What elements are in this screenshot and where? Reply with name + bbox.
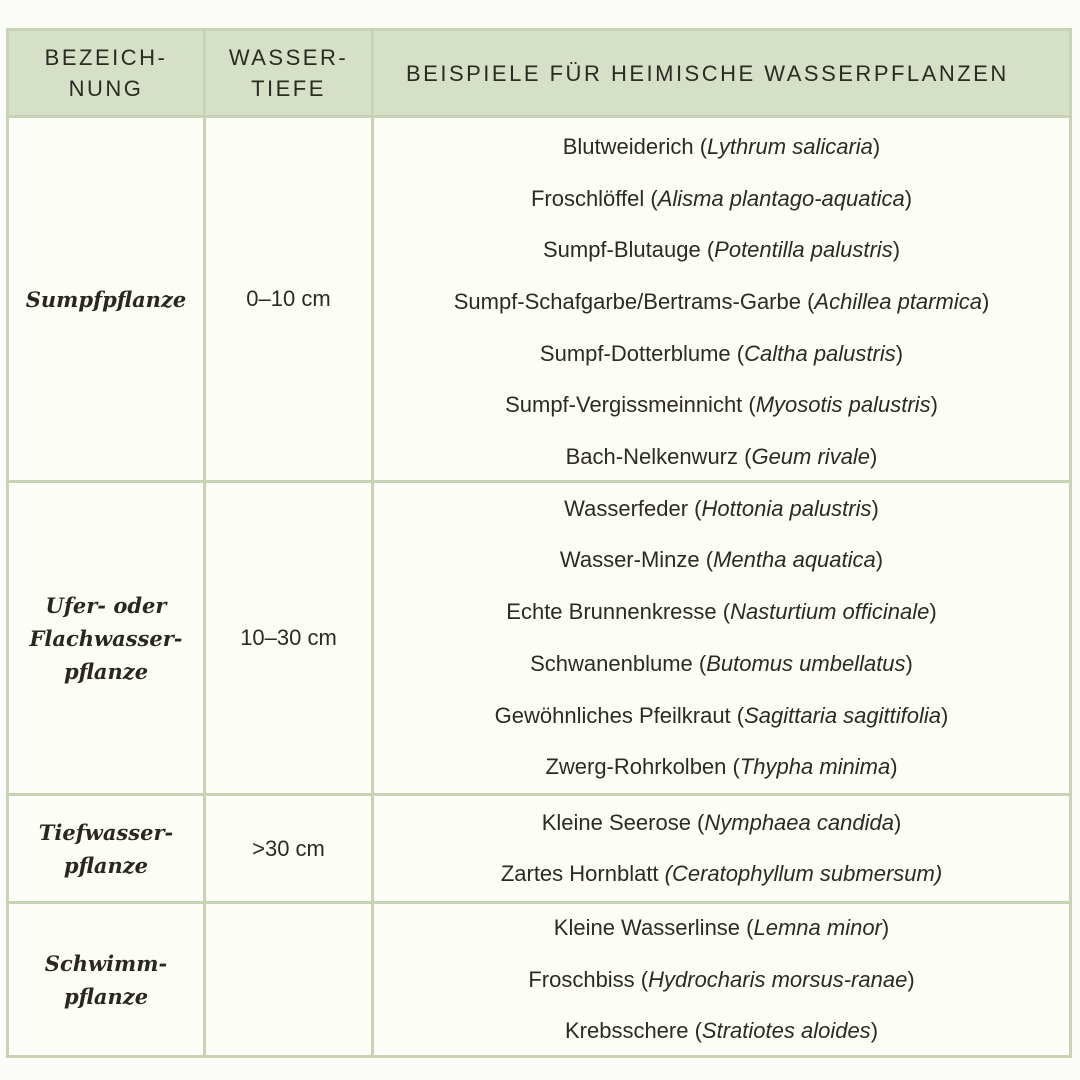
plant-type bbox=[9, 796, 203, 901]
table-row bbox=[9, 793, 1069, 901]
plant-example: Sumpf-Dotterblume (Caltha palustris) bbox=[539, 340, 904, 366]
plant-example: Sumpf-Schafgarbe/Bertrams-Garbe (Achillea ptarmica) bbox=[453, 289, 990, 314]
plant-type-line: Flachwasser- bbox=[29, 625, 183, 651]
plant-type-line: Tiefwasser- bbox=[38, 819, 174, 845]
plant-type-line: Ufer- oder bbox=[45, 592, 167, 618]
water-depth: 10–30 cm bbox=[203, 483, 371, 793]
plant-example: Echte Brunnenkresse (Nasturtium officinale) bbox=[506, 599, 937, 625]
plant-type-line: Schwimm- bbox=[44, 950, 168, 976]
plant-type-line: pflanze bbox=[63, 658, 149, 684]
header-water-depth-line: TIEFE bbox=[251, 76, 326, 101]
table-row bbox=[9, 115, 1069, 480]
plant-example: Wasser-Minze (Mentha aquatica) bbox=[559, 547, 884, 573]
plant-examples bbox=[371, 483, 1069, 793]
plant-examples bbox=[371, 118, 1069, 480]
water-depth: >30 cm bbox=[203, 796, 371, 901]
plant-example: Zwerg-Rohrkolben (Thypha minima) bbox=[545, 754, 898, 780]
plant-examples bbox=[371, 904, 1069, 1055]
plant-example: Krebsschere (Stratiotes aloides) bbox=[564, 1018, 879, 1044]
plant-type-line: pflanze bbox=[63, 852, 149, 878]
header-designation-line: BEZEICH- bbox=[44, 45, 168, 70]
header-water-depth bbox=[203, 31, 371, 115]
plant-examples bbox=[371, 796, 1069, 901]
header-water-depth-line: WASSER- bbox=[228, 45, 349, 70]
plant-example: Froschbiss (Hydrocharis morsus-ranae) bbox=[528, 966, 915, 992]
plant-example: Bach-Nelkenwurz (Geum rivale) bbox=[565, 444, 878, 470]
water-plants-table bbox=[6, 28, 1072, 1058]
plant-example: Froschlöffel (Alisma plantago-aquatica) bbox=[530, 185, 913, 211]
water-depth bbox=[203, 904, 371, 1055]
table-header bbox=[9, 31, 1069, 115]
table-row bbox=[9, 901, 1069, 1055]
header-designation-line: NUNG bbox=[68, 76, 144, 101]
plant-example: Gewöhnliches Pfeilkraut (Sagittaria sagittifolia) bbox=[494, 702, 949, 728]
plant-example: Kleine Seerose (Nymphaea candida) bbox=[541, 809, 902, 835]
plant-type bbox=[9, 118, 203, 480]
water-depth: 0–10 cm bbox=[203, 118, 371, 480]
plant-example: Blutweiderich (Lythrum salicaria) bbox=[562, 133, 881, 159]
header-examples: BEISPIELE FÜR HEIMISCHE WASSERPFLANZEN bbox=[371, 31, 1069, 115]
plant-type-line: Sumpfpflanze bbox=[25, 286, 187, 312]
plant-type-line: pflanze bbox=[63, 983, 149, 1009]
plant-example: Schwanenblume (Butomus umbellatus) bbox=[530, 650, 913, 676]
plant-example: Wasserfeder (Hottonia palustris) bbox=[564, 495, 879, 521]
header-designation bbox=[9, 31, 203, 115]
plant-example: Sumpf-Blutauge (Potentilla palustris) bbox=[542, 237, 901, 263]
table-row bbox=[9, 480, 1069, 793]
plant-example: Zartes Hornblatt (Ceratophyllum submersum) bbox=[500, 861, 943, 887]
plant-type bbox=[9, 483, 203, 793]
plant-type bbox=[9, 904, 203, 1055]
plant-example: Sumpf-Vergissmeinnicht (Myosotis palustris) bbox=[505, 392, 938, 418]
plant-example: Kleine Wasserlinse (Lemna minor) bbox=[553, 914, 890, 940]
